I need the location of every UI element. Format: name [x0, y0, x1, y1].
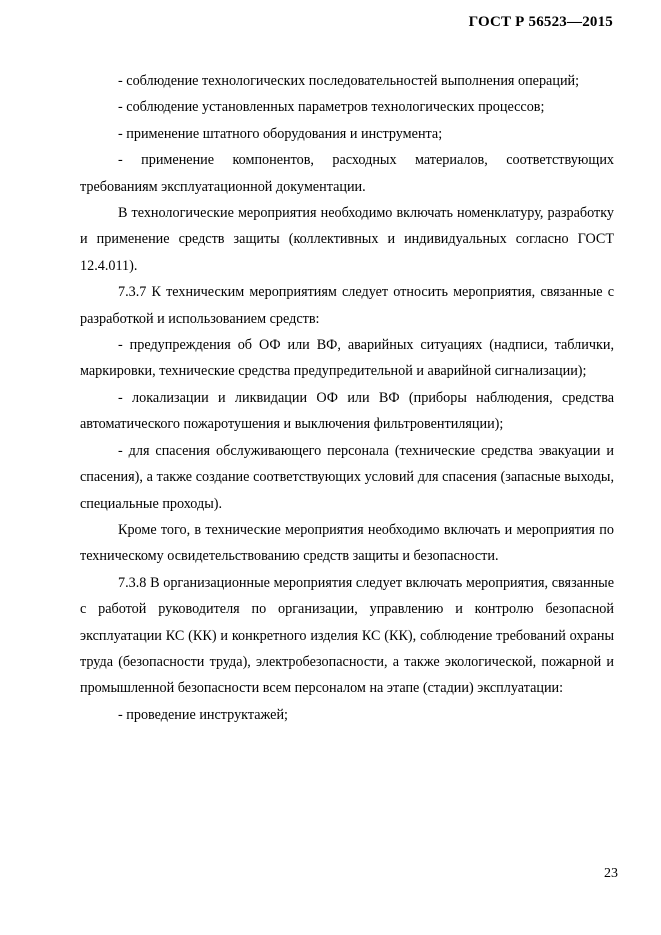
section-paragraph-7-3-7: 7.3.7 К техническим мероприятиям следует относить мероприятия, связанные с разработкой и использованием средств: [80, 284, 614, 327]
page-number: 23 [604, 866, 618, 881]
body-paragraph: В технологические мероприятия необходимо включать номенклатуру, разработку и применение средств защиты (коллективных и индивидуальных согласно ГОСТ 12.4.011). [80, 205, 614, 274]
list-item: - соблюдение технологических последовательностей выполнения операций; [118, 73, 580, 89]
document-header-title: ГОСТ Р 56523—2015 [468, 14, 613, 30]
list-item: - применение штатного оборудования и инструмента; [118, 125, 443, 142]
section-paragraph-7-3-8: 7.3.8 В организационные мероприятия следует включать мероприятия, связанные с работой руководителя по организации, управлению и контролю безопасной эксплуатации КС (КК) и конкретного изделия КС (КК), соблюдение требований охраны труда (безопасности труда), электробезопасности, а также экологической, пожарной и промышленной безопасности всем персоналом на этапе (стадии) эксплуатации: [80, 574, 614, 697]
list-item: - соблюдение установленных параметров технологических процессов; [118, 99, 545, 116]
list-item: - для спасения обслуживающего персонала (технические средства эвакуации и спасения), а также создание соответствующих условий для спасения (запасные выходы, специальные проходы). [80, 442, 614, 512]
document-body [80, 68, 614, 728]
list-item: - применение компонентов, расходных материалов, соответствующих требованиям эксплуатационной документации. [80, 152, 614, 195]
body-paragraph: Кроме того, в технические мероприятия необходимо включать и мероприятия по техническому освидетельствованию средств защиты и безопасности. [80, 521, 614, 565]
list-item: - проведение инструктажей; [118, 706, 289, 723]
list-item: - предупреждения об ОФ или ВФ, аварийных ситуациях (надписи, таблички, маркировки, технические средства предупредительной и аварийной сигнализации); [80, 337, 614, 380]
list-item: - локализации и ликвидации ОФ или ВФ (приборы наблюдения, средства автоматического пожаротушения и выключения фильтровентиляции); [80, 389, 614, 433]
